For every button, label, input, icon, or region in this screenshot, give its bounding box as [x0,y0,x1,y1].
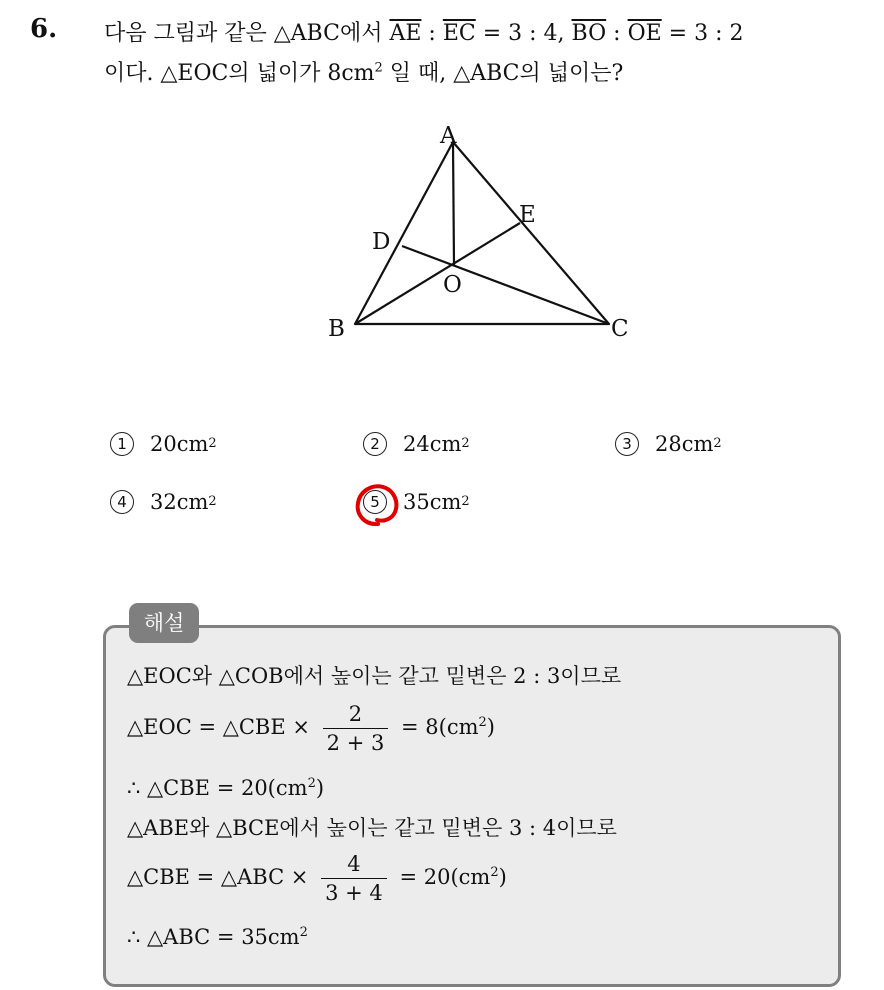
solution-line-2: △EOC = △CBE × $\frac{2}{2 + 3}$ = $8(cm^2)$ [127,702,495,755]
label-c: C [611,316,629,342]
choice-4[interactable]: 4 32cm 2 [110,490,217,514]
answer-circle-mark [352,480,402,530]
solution-line-1: △EOC와 △COB에서 높이는 같고 밑변은 2 : 3이므로 [127,664,622,688]
label-b: B [328,316,345,342]
segment-ae: $\overline{AE}$ [389,21,422,46]
choice-2[interactable]: 2 24cm 2 [363,432,470,456]
choice-5[interactable]: 5 35cm 2 [363,490,470,514]
question-line-2: 이다. △EOC의 넓이가 $8cm^2$ 일 때, △ABC의 넓이는? [104,60,624,86]
solution-tag: 해설 [129,603,199,643]
solution-line-5: △CBE = △ABC × $\frac{4}{3 + 4}$ = $20(cm^2)$ [127,852,507,905]
question-text [104,14,874,94]
label-o: O [443,272,462,298]
choice-1[interactable]: 1 20cm 2 [110,432,217,456]
solution-line-4: △ABE와 △BCE에서 높이는 같고 밑변은 3 : 4이므로 [127,816,617,840]
question-line-1: 다음 그림과 같은 △ABC에서 $\overline{AE}$ : $\overline{EC} = 3$ : 4, $\overline{BO}$ : $\overline{OE} = 3$ : 2 [104,21,744,46]
fraction-2-over-5: $\frac{2}{2 + 3}$ [323,700,389,757]
segment-ao [453,142,454,265]
segment-c-o-d [402,246,609,324]
question-number: 6. [30,14,58,44]
segment-bo: $\overline{BO}$ [571,21,607,46]
choice-3[interactable]: 3 28cm 2 [615,432,722,456]
solution-line-3: ∴ △CBE = $20(cm^2)$ [127,776,325,800]
label-d: D [372,229,391,255]
solution-line-6: ∴ △ABC = $35cm^2$ [127,925,308,949]
triangle-abc [355,142,609,324]
segment-ec: $\overline{EC}$ [442,21,476,46]
segment-oe: $\overline{OE}$ [627,21,662,46]
label-a: A [440,123,457,149]
triangle-figure [320,115,650,355]
fraction-4-over-7: $\frac{4}{3 + 4}$ [321,850,387,907]
label-e: E [519,202,536,228]
